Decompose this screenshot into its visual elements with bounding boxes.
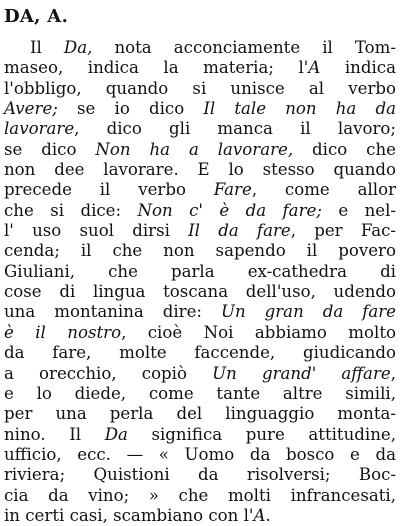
text-segment: ufficio, ecc. — « Uomo da bosco e da bbox=[4, 444, 396, 464]
italic-term: A bbox=[308, 58, 321, 78]
text-segment: cose di lingua toscana dell'uso, udendo bbox=[4, 282, 396, 302]
entry-body bbox=[4, 38, 396, 526]
text-segment: , dico gli manca il lavoro; bbox=[74, 119, 396, 139]
text-segment: maseo, indica la materia; l' bbox=[4, 58, 309, 78]
text-segment: , per Fac- bbox=[290, 221, 396, 241]
italic-term: Non ha a lavorare, bbox=[95, 139, 294, 159]
text-line bbox=[4, 79, 396, 99]
italic-term: Un grand' affare bbox=[212, 363, 391, 383]
text-segment: riviera; Quistioni da risolversi; Boc- bbox=[4, 465, 396, 485]
italic-term: Da bbox=[104, 424, 128, 444]
text-segment: Giuliani, che parla ex-cathedra di bbox=[4, 261, 396, 281]
text-segment: nino. Il bbox=[4, 424, 105, 444]
text-line bbox=[4, 58, 396, 78]
text-line bbox=[4, 201, 396, 221]
text-segment: , bbox=[390, 363, 396, 383]
italic-term: Fare bbox=[213, 180, 252, 200]
text-segment: , come allor bbox=[251, 180, 397, 200]
italic-term: Il tale non ha da bbox=[203, 99, 396, 119]
italic-term: Avere; bbox=[4, 99, 58, 119]
text-segment: nota acconciamente il Tom- bbox=[92, 38, 396, 57]
text-line bbox=[4, 180, 396, 200]
text-line bbox=[4, 384, 396, 404]
text-line bbox=[4, 425, 396, 445]
text-segment: precede il verbo bbox=[4, 180, 214, 200]
text-line bbox=[4, 99, 396, 119]
text-segment: una montanina dire: bbox=[4, 302, 221, 322]
text-segment: significa pure attitudine, bbox=[127, 424, 396, 444]
text-line bbox=[4, 38, 396, 58]
text-segment: l' uso suol dirsi bbox=[4, 221, 189, 241]
text-segment: . bbox=[265, 505, 271, 525]
text-segment: per una perla del linguaggio monta- bbox=[4, 404, 396, 424]
text-segment: , cioè Noi abbiamo molto bbox=[121, 322, 396, 342]
text-line bbox=[4, 343, 396, 363]
text-segment: se dico bbox=[4, 139, 96, 159]
text-segment: in certi casi, scambiano con l' bbox=[4, 505, 254, 525]
text-line bbox=[4, 160, 396, 180]
text-segment: cenda; il che non sapendo il povero bbox=[4, 241, 396, 261]
text-line bbox=[4, 404, 396, 424]
text-line bbox=[4, 465, 396, 485]
text-line bbox=[4, 302, 396, 322]
italic-term: Il da fare bbox=[188, 221, 291, 241]
text-segment: dico che bbox=[293, 139, 396, 159]
text-segment: e nel- bbox=[321, 200, 396, 220]
italic-term: lavorare bbox=[4, 119, 75, 139]
italic-term: Da, bbox=[63, 38, 93, 57]
text-line bbox=[4, 323, 396, 343]
text-line bbox=[4, 364, 396, 384]
text-segment: e lo diede, come tante altre simili, bbox=[4, 383, 396, 403]
text-line bbox=[4, 221, 396, 241]
text-line bbox=[4, 140, 396, 160]
text-segment: l'obbligo, quando si unisce al verbo bbox=[4, 78, 396, 98]
text-line bbox=[4, 486, 396, 506]
entry-heading: DA, A. bbox=[4, 6, 69, 27]
text-segment: se io dico bbox=[57, 99, 204, 119]
italic-term: Non c' è da fare; bbox=[137, 200, 322, 220]
text-line bbox=[4, 445, 396, 465]
italic-term: Un gran da fare bbox=[220, 302, 396, 322]
text-line bbox=[4, 262, 396, 282]
text-segment: cia da vino; » che molti infrancesati, bbox=[4, 485, 396, 505]
text-segment: indica bbox=[320, 58, 396, 78]
text-segment: non dee lavorare. E lo stesso quando bbox=[4, 160, 396, 180]
italic-term: è il nostro bbox=[4, 322, 122, 342]
text-segment: che si dice: bbox=[4, 200, 138, 220]
text-line bbox=[4, 119, 396, 139]
text-line bbox=[4, 282, 396, 302]
text-segment: a orecchio, copiò bbox=[4, 363, 213, 383]
text-line bbox=[4, 241, 396, 261]
italic-term: A bbox=[253, 505, 266, 525]
text-segment: da fare, molte faccende, giudicando bbox=[4, 343, 396, 363]
text-segment: Il bbox=[30, 38, 64, 57]
text-line bbox=[4, 506, 396, 526]
